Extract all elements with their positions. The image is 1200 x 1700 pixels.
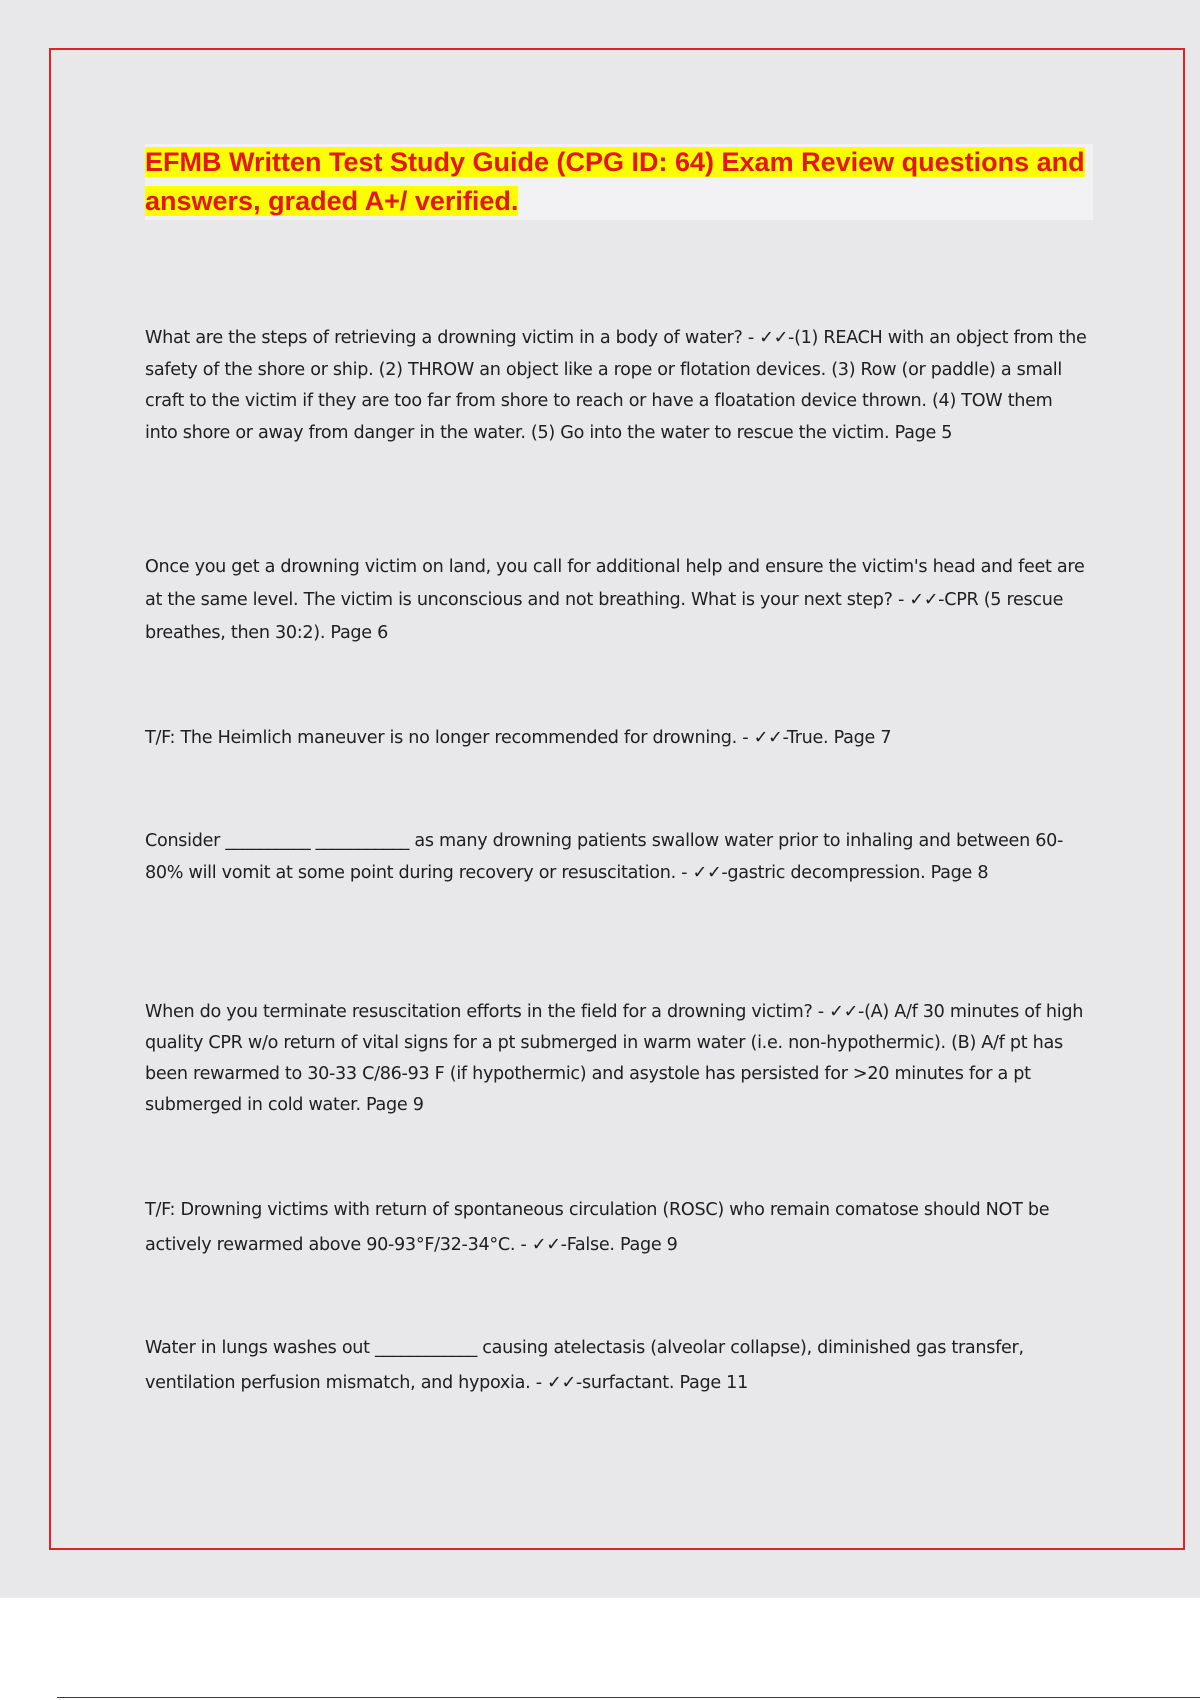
title-highlight: EFMB Written Test Study Guide (CPG ID: 64) Exam Review questions and answers, graded A+/ verified.	[145, 147, 1085, 216]
qa-item-rosc-rewarming: T/F: Drowning victims with return of spontaneous circulation (ROSC) who remain comatose should NOT be actively rewarmed above 90-93°F/32-34°C. - ✓✓-False. Page 9	[145, 1200, 1050, 1255]
qa-item-next-step-cpr: Once you get a drowning victim on land, you call for additional help and ensure the victim's head and feet are at the same level. The victim is unconscious and not breathing. What is your next step? - ✓✓-CPR (5 rescue breathes, then 30:2). Page 6	[145, 557, 1085, 643]
qa-item-terminate-resuscitation: When do you terminate resuscitation efforts in the field for a drowning victim? - ✓✓-(A) A/f 30 minutes of high quality CPR w/o return of vital signs for a pt submerged in warm water (i.e. non-hypothermic). (B) A/f pt has been rewarmed to 30-33 C/86-93 F (if hypothermic) and asystole has persisted for >20 minutes for a pt submerged in cold water. Page 9	[145, 1002, 1084, 1115]
page-border-frame	[49, 48, 1185, 1550]
qa-item-heimlich-maneuver: T/F: The Heimlich maneuver is no longer recommended for drowning. - ✓✓-True. Page 7	[145, 728, 892, 748]
qa-item-retrieving-drowning-victim: What are the steps of retrieving a drowning victim in a body of water? - ✓✓-(1) REACH with an object from the safety of the shore or ship. (2) THROW an object like a rope or flotation devices. (3) Row (or paddle) a small craft to the victim if they are too far from shore to reach or have a floatation device thrown. (4) TOW them into shore or away from danger in the water. (5) Go into the water to rescue the victim. Page 5	[145, 328, 1087, 443]
qa-item-gastric-decompression: Consider __________ ___________ as many drowning patients swallow water prior to inhaling and between 60-80% will vomit at some point during recovery or resuscitation. - ✓✓-gastric decompression. Page 8	[145, 831, 1064, 883]
document-title	[145, 143, 1090, 221]
footer-divider	[57, 1697, 1200, 1698]
qa-item-surfactant: Water in lungs washes out ____________ causing atelectasis (alveolar collapse), diminished gas transfer, ventilation perfusion mismatch, and hypoxia. - ✓✓-surfactant. Page 11	[145, 1338, 1024, 1393]
